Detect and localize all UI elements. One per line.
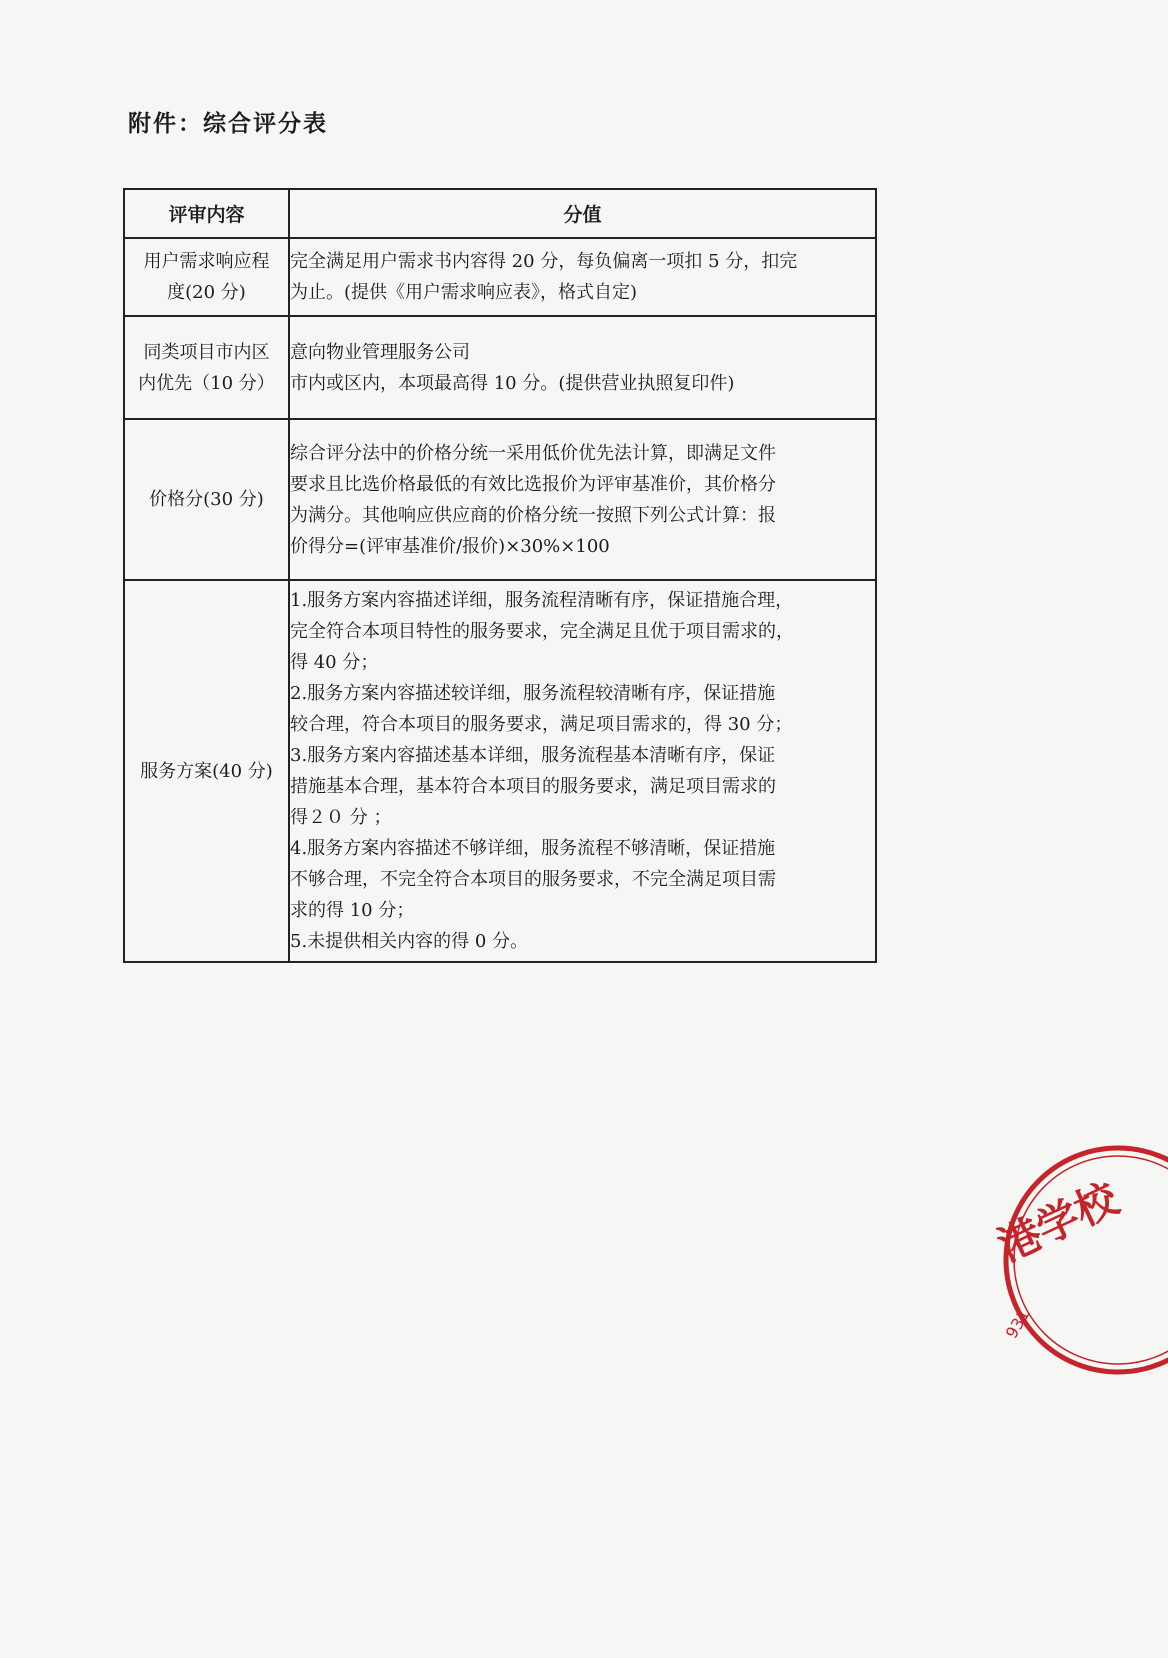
page-title: 附件：综合评分表 — [128, 111, 328, 137]
criterion-local-priority — [124, 316, 289, 419]
value-line: 2.服务方案内容描述较详细，服务流程较清晰有序，保证措施 — [290, 683, 776, 704]
criterion-line: 价格分(30 分) — [149, 489, 264, 510]
criterion-line: 服务方案(40 分) — [140, 760, 273, 782]
value-line: 市内或区内，本项最高得 10 分。(提供营业执照复印件) — [290, 372, 735, 394]
value-line: 不够合理，不完全符合本项目的服务要求，不完全满足项目需 — [290, 869, 776, 890]
scoring-table — [123, 188, 877, 963]
header-value: 分值 — [289, 189, 876, 238]
criterion-service-plan — [124, 580, 289, 962]
official-seal — [990, 1140, 1168, 1380]
value-line: 求的得 10 分； — [290, 900, 415, 921]
value-line: 得２０ 分 ； — [290, 807, 392, 828]
value-line: 4.服务方案内容描述不够详细，服务流程不够清晰，保证措施 — [290, 838, 776, 859]
value-line: 意向物业管理服务公司 — [290, 341, 470, 363]
table-row — [124, 316, 876, 419]
table-row — [124, 419, 876, 580]
criterion-price — [124, 419, 289, 580]
value-line: 为止。(提供《用户需求响应表》，格式自定) — [290, 282, 638, 303]
seal-stamp — [991, 1148, 1168, 1372]
criterion-line: 度(20 分) — [167, 282, 246, 303]
criterion-line: 用户需求响应程 — [143, 251, 270, 272]
value-line: 得 40 分； — [290, 652, 379, 673]
value-line: 较合理，符合本项目的服务要求，满足项目需求的，得 30 分； — [290, 714, 793, 735]
value-line: 价得分=(评审基准价/报价)×30%×100 — [290, 535, 610, 557]
value-line: 1.服务方案内容描述详细，服务流程清晰有序，保证措施合理， — [290, 590, 794, 611]
value-local-priority — [289, 316, 876, 419]
table-header-row — [124, 189, 876, 238]
table-row — [124, 238, 876, 316]
seal-text: 港学校 — [990, 1173, 1126, 1272]
value-line: 完全满足用户需求书内容得 20 分，每负偏离一项扣 5 分，扣完 — [290, 251, 798, 272]
value-service-plan — [289, 580, 876, 962]
value-line: 3.服务方案内容描述基本详细，服务流程基本清晰有序，保证 — [290, 745, 776, 766]
value-user-requirement — [289, 238, 876, 316]
header-criterion: 评审内容 — [124, 189, 289, 238]
value-line: 要求且比选价格最低的有效比选报价为评审基准价，其价格分 — [290, 473, 776, 495]
value-line: 综合评分法中的价格分统一采用低价优先法计算，即满足文件 — [290, 442, 776, 464]
value-line: 5.未提供相关内容的得 0 分。 — [290, 931, 529, 952]
value-line: 完全符合本项目特性的服务要求，完全满足且优于项目需求的， — [290, 621, 794, 642]
value-price — [289, 419, 876, 580]
criterion-user-requirement — [124, 238, 289, 316]
table-row — [124, 580, 876, 962]
criterion-line: 同类项目市内区 — [143, 341, 270, 363]
seal-number: 931 — [1001, 1305, 1034, 1342]
value-line: 为满分。其他响应供应商的价格分统一按照下列公式计算：报 — [290, 504, 776, 526]
criterion-line: 内优先（10 分） — [138, 372, 275, 394]
value-line: 措施基本合理，基本符合本项目的服务要求，满足项目需求的 — [290, 776, 776, 797]
